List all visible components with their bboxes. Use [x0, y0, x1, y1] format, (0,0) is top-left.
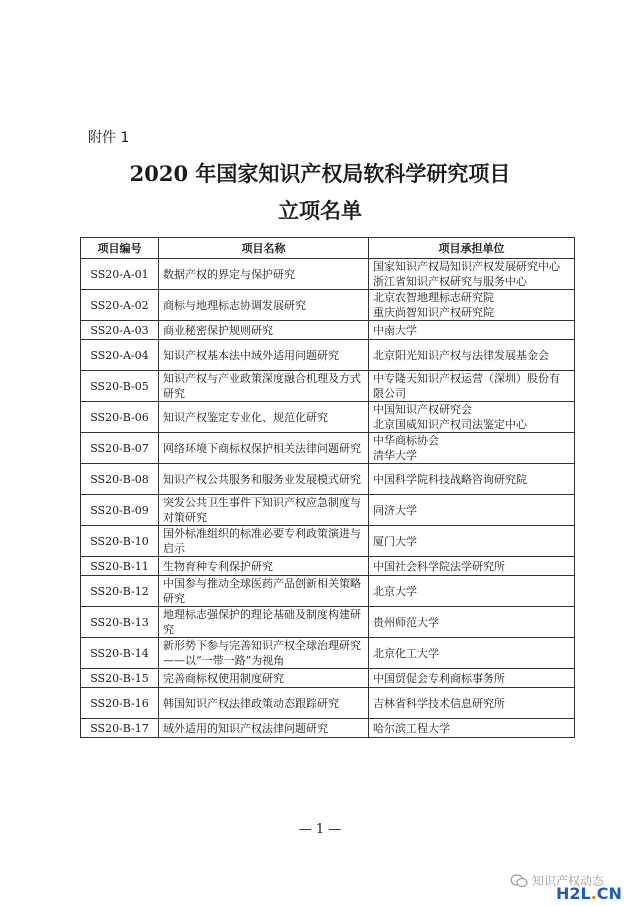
- table-row: [81, 576, 575, 607]
- cell-unit: 哈尔滨工程大学: [369, 719, 575, 738]
- cell-name: 地理标志强保护的理论基础及制度构建研究: [159, 607, 369, 638]
- cell-code: SS20-B-15: [81, 669, 159, 688]
- cell-unit: 国家知识产权局知识产权发展研究中心 浙江省知识产权研究与服务中心: [369, 259, 575, 290]
- cell-name: 数据产权的界定与保护研究: [159, 259, 369, 290]
- cell-unit: 中国社会科学院法学研究所: [369, 557, 575, 576]
- cell-name: 韩国知识产权法律政策动态跟踪研究: [159, 688, 369, 719]
- table-row: [81, 688, 575, 719]
- cell-name: 国外标准组织的标准必要专利政策演进与启示: [159, 526, 369, 557]
- table-row: [81, 557, 575, 576]
- cell-name: 知识产权公共服务和服务业发展模式研究: [159, 464, 369, 495]
- cell-name: 突发公共卫生事件下知识产权应急制度与对策研究: [159, 495, 369, 526]
- table-row: [81, 433, 575, 464]
- site-logo-cn: CN: [596, 884, 622, 903]
- cell-name: 域外适用的知识产权法律问题研究: [159, 719, 369, 738]
- cell-code: SS20-A-04: [81, 340, 159, 371]
- cell-name: 商标与地理标志协调发展研究: [159, 290, 369, 321]
- cell-unit: 吉林省科学技术信息研究所: [369, 688, 575, 719]
- cell-name: 网络环境下商标权保护相关法律问题研究: [159, 433, 369, 464]
- cell-name: 商业秘密保护规则研究: [159, 321, 369, 340]
- table-row: [81, 340, 575, 371]
- table-row: [81, 669, 575, 688]
- site-logo: [556, 884, 622, 903]
- site-logo-h2l: H2L: [556, 884, 591, 903]
- table-row: [81, 321, 575, 340]
- document-title: 2020 年国家知识产权局软科学研究项目: [129, 161, 511, 186]
- cell-code: SS20-A-03: [81, 321, 159, 340]
- cell-unit: 北京阳光知识产权与法律发展基金会: [369, 340, 575, 371]
- cell-unit: 中国科学院科技战略咨询研究院: [369, 464, 575, 495]
- cell-code: SS20-B-13: [81, 607, 159, 638]
- wechat-icon: [510, 874, 528, 888]
- cell-name: 完善商标权使用制度研究: [159, 669, 369, 688]
- cell-name: 知识产权与产业政策深度融合机理及方式研究: [159, 371, 369, 402]
- cell-unit: 贵州师范大学: [369, 607, 575, 638]
- table-row: [81, 526, 575, 557]
- header-unit: 项目承担单位: [369, 238, 575, 259]
- table-row: [81, 464, 575, 495]
- watermark-account: 知识产权动态: [532, 874, 605, 888]
- cell-code: SS20-B-06: [81, 402, 159, 433]
- table-row: [81, 495, 575, 526]
- document-subtitle: 立项名单: [278, 198, 362, 223]
- table-row: [81, 402, 575, 433]
- cell-unit: 北京农智地理标志研究院 重庆尚智知识产权研究院: [369, 290, 575, 321]
- attachment-label: 附件 1: [88, 130, 130, 146]
- table-row: [81, 259, 575, 290]
- cell-unit: 北京化工大学: [369, 638, 575, 669]
- cell-name: 中国参与推动全球医药产品创新相关策略研究: [159, 576, 369, 607]
- cell-code: SS20-B-12: [81, 576, 159, 607]
- project-table: [80, 237, 575, 738]
- header-code: 项目编号: [81, 238, 159, 259]
- cell-name: 知识产权基本法中域外适用问题研究: [159, 340, 369, 371]
- table-row: [81, 371, 575, 402]
- cell-name: 知识产权鉴定专业化、规范化研究: [159, 402, 369, 433]
- table-row: [81, 719, 575, 738]
- page-number: — 1 —: [298, 822, 342, 837]
- cell-unit: 中国贸促会专利商标事务所: [369, 669, 575, 688]
- cell-unit: 同济大学: [369, 495, 575, 526]
- table-row: [81, 607, 575, 638]
- cell-unit: 中专隆天知识产权运营（深圳）股份有限公司: [369, 371, 575, 402]
- cell-code: SS20-B-07: [81, 433, 159, 464]
- cell-name: 新形势下参与完善知识产权全球治理研究——以“一带一路”为视角: [159, 638, 369, 669]
- site-logo-dot: .: [590, 884, 597, 903]
- header-name: 项目名称: [159, 238, 369, 259]
- cell-unit: 中南大学: [369, 321, 575, 340]
- table-header-row: [81, 238, 575, 259]
- cell-code: SS20-B-17: [81, 719, 159, 738]
- cell-code: SS20-B-08: [81, 464, 159, 495]
- cell-code: SS20-B-11: [81, 557, 159, 576]
- cell-code: SS20-B-14: [81, 638, 159, 669]
- cell-code: SS20-B-16: [81, 688, 159, 719]
- cell-unit: 中华商标协会 清华大学: [369, 433, 575, 464]
- table-row: [81, 638, 575, 669]
- cell-code: SS20-B-10: [81, 526, 159, 557]
- table-row: [81, 290, 575, 321]
- cell-code: SS20-B-09: [81, 495, 159, 526]
- cell-code: SS20-A-01: [81, 259, 159, 290]
- cell-code: SS20-A-02: [81, 290, 159, 321]
- cell-unit: 中国知识产权研究会 北京国威知识产权司法鉴定中心: [369, 402, 575, 433]
- cell-unit: 厦门大学: [369, 526, 575, 557]
- cell-unit: 北京大学: [369, 576, 575, 607]
- cell-name: 生物育种专利保护研究: [159, 557, 369, 576]
- cell-code: SS20-B-05: [81, 371, 159, 402]
